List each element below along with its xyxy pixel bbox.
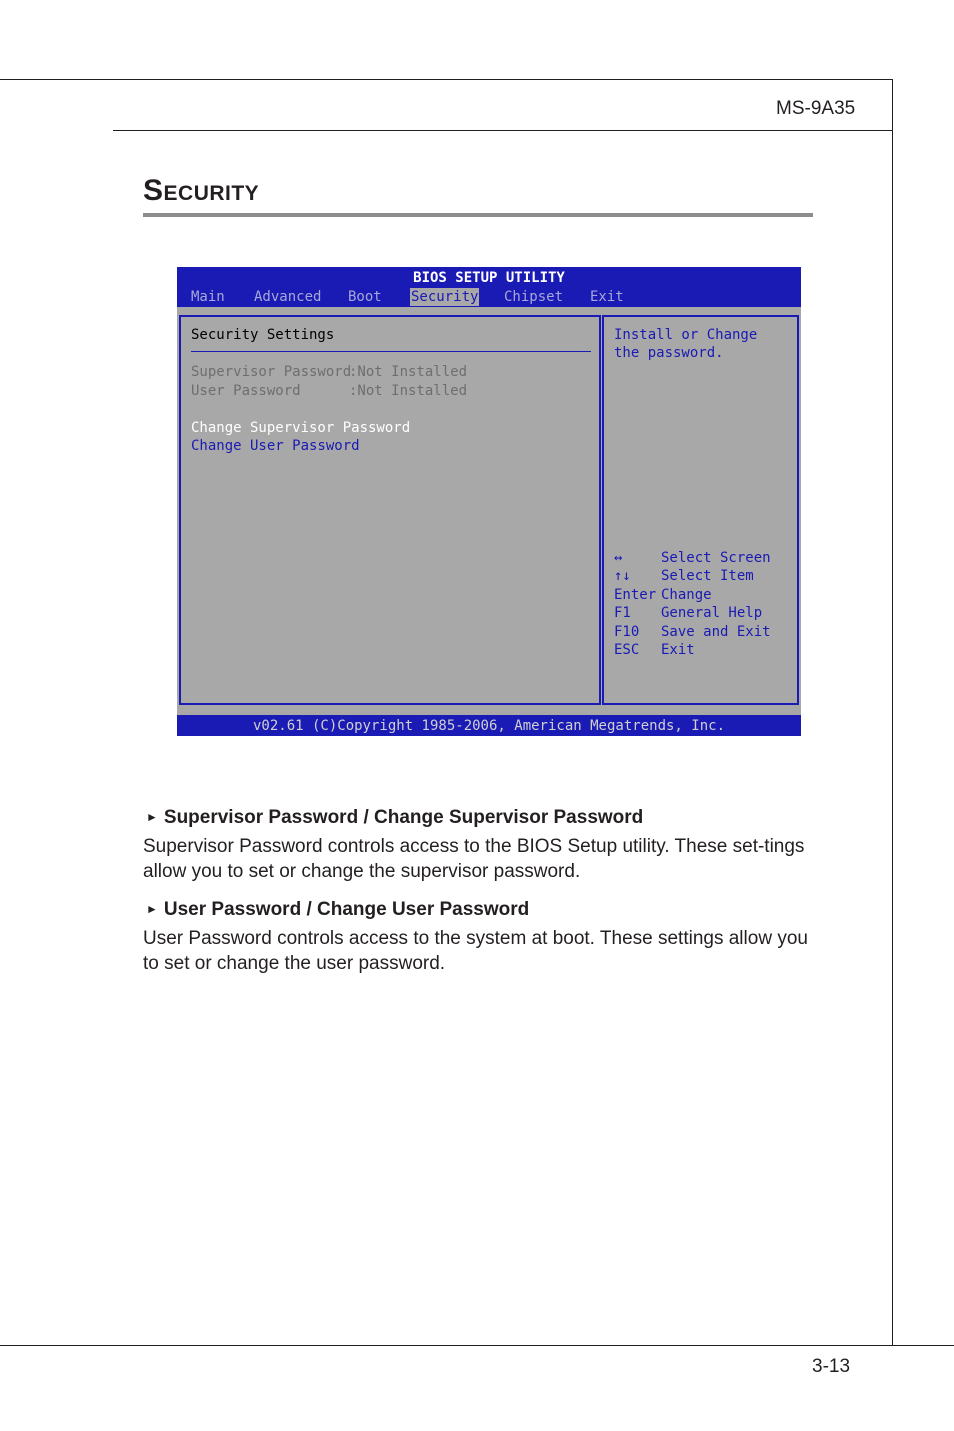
bios-title: BIOS SETUP UTILITY	[413, 270, 565, 286]
bios-copyright: v02.61 (C)Copyright 1985-2006, American Megatrends, Inc.	[252, 718, 725, 734]
tab-boot[interactable]: Boot	[348, 289, 382, 305]
key-save-exit-label: Save and Exit	[661, 624, 771, 640]
page-number: 3-13	[812, 1356, 851, 1377]
user-password-description: User Password controls access to the system at boot. These settings allow you to set or change the user password.	[143, 928, 808, 974]
bullet-arrow-icon: ►	[146, 902, 158, 916]
supervisor-password-label: Supervisor Password	[191, 364, 352, 380]
tab-chipset[interactable]: Chipset	[504, 289, 564, 305]
bios-screenshot	[177, 267, 801, 736]
bottom-border-line	[0, 1345, 954, 1346]
tab-security[interactable]: Security	[411, 289, 479, 305]
key-arrows-ud-icon: ↑↓	[614, 568, 631, 584]
change-supervisor-password-item[interactable]: Change Supervisor Password	[191, 420, 411, 436]
supervisor-password-status: :Not Installed	[349, 364, 468, 380]
top-border-line	[0, 79, 893, 80]
tab-exit[interactable]: Exit	[590, 289, 624, 305]
user-password-heading-text: User Password / Change User Password	[163, 899, 530, 920]
key-enter: Enter	[614, 587, 657, 603]
key-select-item-label: Select Item	[661, 568, 754, 584]
user-password-heading	[146, 899, 529, 921]
user-password-status: :Not Installed	[349, 383, 468, 399]
supervisor-password-description: Supervisor Password controls access to the BIOS Setup utility. These set-tings allow you to set or change the supervisor password.	[143, 836, 805, 882]
tab-main[interactable]: Main	[191, 289, 225, 305]
bios-menu-bar	[177, 287, 801, 307]
supervisor-password-heading	[146, 807, 643, 829]
key-esc: ESC	[614, 642, 640, 658]
bios-help-text: Install or Change the password.	[614, 327, 758, 361]
section-title-initial: S	[143, 174, 164, 207]
key-arrows-lr-icon: ↔	[614, 550, 623, 566]
section-title-rule	[143, 213, 813, 217]
key-f10: F10	[614, 624, 640, 640]
key-change-label: Change	[661, 587, 712, 603]
bios-settings-heading: Security Settings	[191, 327, 335, 343]
bullet-arrow-icon: ►	[146, 810, 158, 824]
supervisor-password-heading-text: Supervisor Password / Change Supervisor Password	[163, 807, 644, 828]
change-user-password-item[interactable]: Change User Password	[191, 438, 360, 454]
model-number: MS-9A35	[776, 98, 856, 119]
section-title-rest: ECURITY	[163, 182, 260, 205]
key-general-help-label: General Help	[661, 605, 763, 621]
tab-advanced[interactable]: Advanced	[254, 289, 322, 305]
key-exit-label: Exit	[661, 642, 695, 658]
section-title	[143, 174, 259, 208]
key-select-screen-label: Select Screen	[661, 550, 771, 566]
right-border-line	[892, 79, 893, 1346]
user-password-label: User Password	[191, 383, 301, 399]
key-f1: F1	[614, 605, 631, 621]
bios-heading-rule	[191, 351, 591, 352]
header-rule	[113, 130, 893, 131]
